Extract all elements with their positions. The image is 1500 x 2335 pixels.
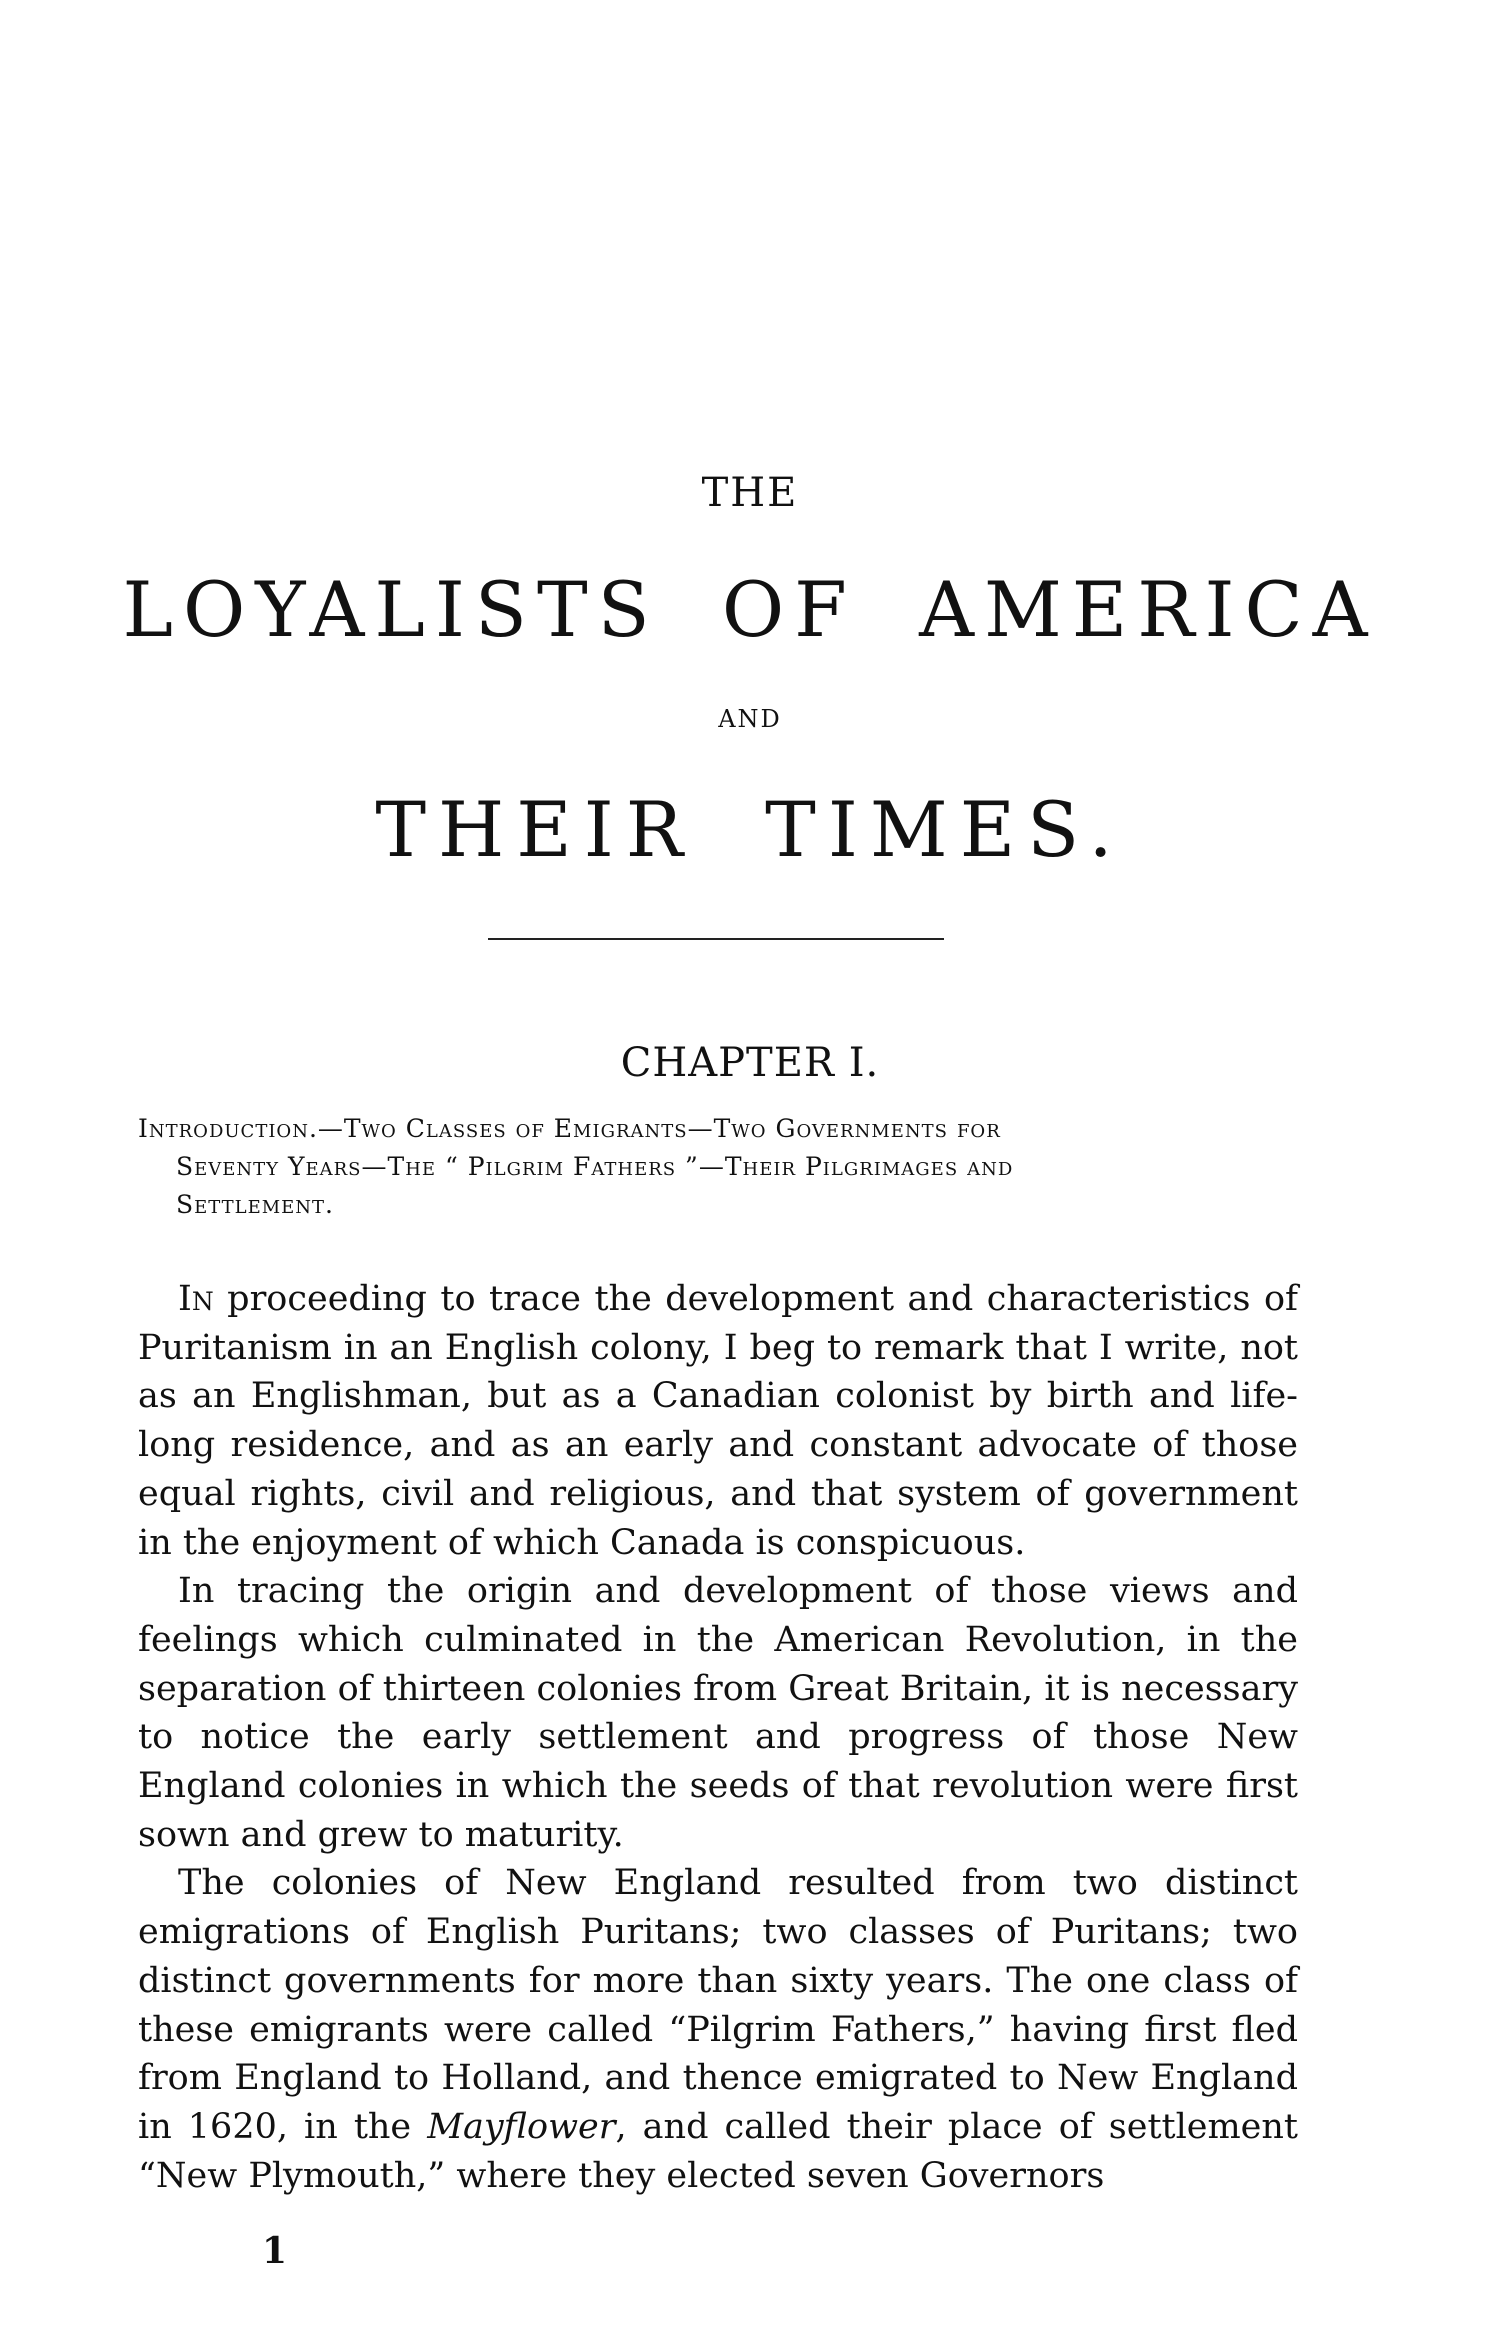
title-conjunction: AND — [718, 705, 782, 733]
body-text — [138, 1275, 1298, 2200]
page-number: 1 — [262, 2230, 288, 2272]
chapter-summary — [138, 1110, 1298, 1224]
ship-name: Mayflower — [427, 2106, 616, 2147]
paragraph — [138, 1275, 1298, 1567]
paragraph-text: , and called their place of settlement “New Plymouth,” where they elected seven Governors — [138, 2106, 1298, 2196]
paragraph-text: The colonies of New England resulted from two distinct emigrations of English Puritans; two classes of Puritans; two distinct governments for more than sixty years. The one class of these emigrants were called “Pilgrim Fathers,” having first fled from England to Holland, and thence emigrated to New England in 1620, in the — [138, 1863, 1298, 2147]
title-line-1: LOYALISTS OF AMERICA — [122, 565, 1378, 654]
summary-line: Introduction.—Two Classes of Emigrants—Two Governments for — [138, 1114, 1001, 1143]
summary-line: Seventy Years—The “ Pilgrim Fathers ”—Their Pilgrimages and — [176, 1152, 1014, 1181]
chapter-heading: CHAPTER I. — [620, 1040, 880, 1086]
opening-word: In — [178, 1279, 214, 1319]
paragraph — [138, 1859, 1298, 2200]
paragraph: In tracing the origin and development of those views and feelings which culminated in the American Revolution, in the separation of thirteen colonies from Great Britain, it is necessary to notice the early settlement and progress of those New England colonies in which the seeds of that revolution were first sown and grew to maturity. — [138, 1571, 1298, 1855]
summary-line: Settlement. — [176, 1190, 334, 1219]
title-article: THE — [701, 470, 799, 516]
paragraph-text: proceeding to trace the development and characteristics of Puritanism in an English colony, I beg to remark that I write, not as an Englishman, but as a Canadian colonist by birth and life-long residence, and as an early and constant advocate of those equal rights, civil and religious, and that system of government in the enjoyment of which Canada is conspicuous. — [138, 1279, 1298, 1563]
title-divider — [488, 938, 944, 940]
title-line-2: THEIR TIMES. — [375, 785, 1125, 874]
